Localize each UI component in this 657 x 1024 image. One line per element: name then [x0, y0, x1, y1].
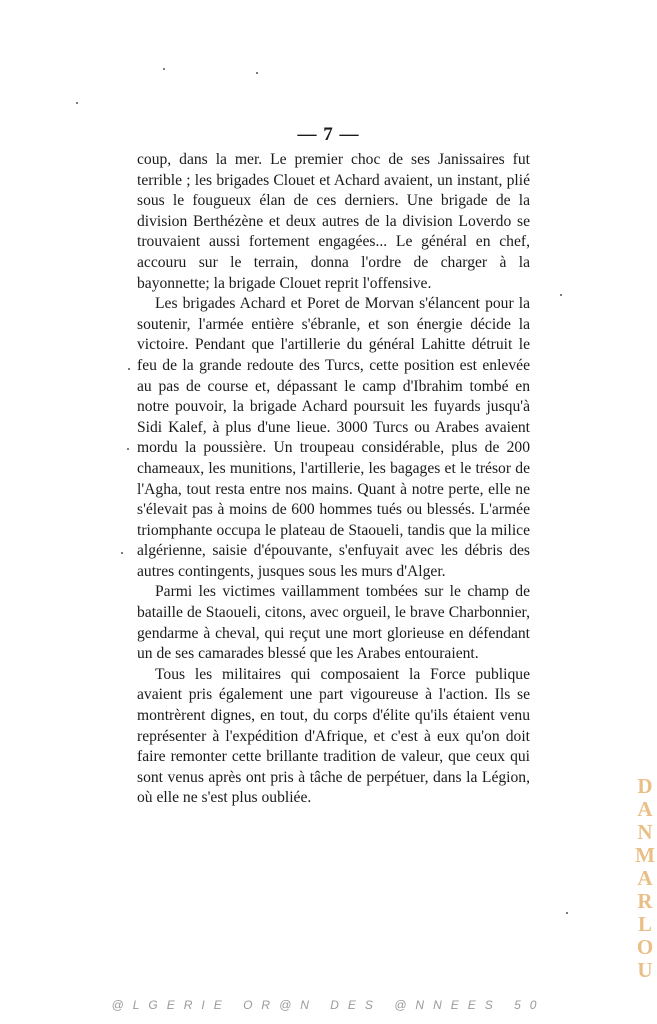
scan-speck — [127, 448, 129, 450]
paragraph-4: Tous les militaires qui composaient la Force publique avaient pris également une part vigoureuse à l'action. Ils se montrèrent dignes, en tout, du corps d'élite qu'ils étaient venu représenter à l'expédition d'Afrique, et c'est à eux qu'on doit faire remonter cette brillante tradition de valeur, que ceux qui sont venus après ont pris à tâche de perpétuer, dans la Légion, où elle ne s'est plus oubliée. — [137, 665, 530, 807]
side-watermark — [633, 775, 657, 982]
side-watermark-letter: A — [637, 797, 653, 821]
side-watermark-letter: U — [637, 958, 653, 982]
side-watermark-letter: N — [637, 820, 653, 844]
body-text — [137, 150, 530, 809]
scan-speck — [121, 552, 123, 554]
paragraph-3: Parmi les victimes vaillamment tombées sur le champ de bataille de Staoueli, citons, avec orgueil, le brave Charbonnier, gendarme à cheval, qui reçut une mort glorieuse en défendant un de ses camarades blessé que les Arabes entouraient. — [137, 583, 530, 663]
scan-speck — [163, 68, 165, 70]
side-watermark-letter: L — [637, 912, 652, 936]
side-watermark-letter: R — [637, 889, 653, 913]
side-watermark-letter: M — [635, 843, 655, 867]
scan-speck — [76, 102, 78, 104]
scan-speck — [566, 912, 568, 914]
side-watermark-letter: D — [637, 774, 653, 798]
paragraph-1: coup, dans la mer. Le premier choc de ses Janissaires fut terrible ; les brigades Clouet et Achard avaient, un instant, plié sous le fougueux élan de ces derniers. Une brigade de la division Berthézène et deux autres de la division Loverdo se trouvaient aussi fortement engagées... Le général en chef, accouru sur le terrain, donna l'ordre de charger à la bayonnette; la brigade Clouet reprit l'offensive. — [137, 151, 530, 292]
paragraph-2: Les brigades Achard et Poret de Morvan s'élancent pour la soutenir, l'armée entière s'ébranle, et son énergie décide la victoire. Pendant que l'artillerie du général Lahitte détruit le feu de la grande redoute des Turcs, cette position est enlevée au pas de course et, dépassant le camp d'Ibrahim tombé en notre pouvoir, la brigade Achard poursuit les fuyards jusqu'à Sidi Kalef, à plus d'une lieue. 3000 Turcs ou Arabes avaient mordu la poussière. Un troupeau considérable, plus de 200 chameaux, les munitions, l'artillerie, les bagages et le trésor de l'Agha, tout resta entre nos mains. Quant à notre perte, elle ne s'élevait pas à moins de 600 hommes tués ou blessés. L'armée triomphante occupa le plateau de Staoueli, tandis que la milice algérienne, saisie d'épouvante, s'enfuyait avec les débris des autres contingents, jusques sous les murs d'Alger. — [137, 295, 530, 580]
scan-speck — [256, 72, 258, 74]
side-watermark-letter: O — [636, 935, 654, 959]
side-watermark-letter: A — [637, 866, 653, 890]
scan-speck — [128, 368, 130, 370]
page-number: — 7 — — [297, 124, 360, 145]
footer-watermark: @LGERIE OR@N DES @NNEES 50 — [111, 998, 546, 1012]
scan-speck — [560, 294, 562, 296]
